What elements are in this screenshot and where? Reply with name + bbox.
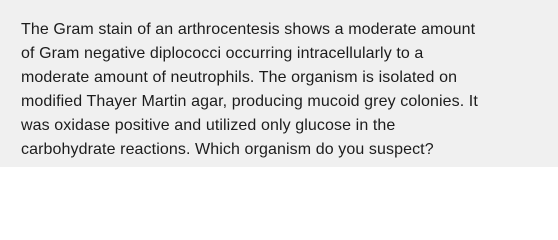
question-text	[21, 18, 538, 162]
question-line-2: of Gram negative diplococci occurring intracellularly to a	[21, 45, 424, 62]
question-line-5: was oxidase positive and utilized only glucose in the	[21, 117, 396, 134]
question-line-1: The Gram stain of an arthrocentesis shows a moderate amount	[21, 21, 476, 38]
question-line-3: moderate amount of neutrophils. The organism is isolated on	[21, 69, 458, 86]
question-line-6: carbohydrate reactions. Which organism do you suspect?	[21, 141, 434, 158]
question-line-4: modified Thayer Martin agar, producing mucoid grey colonies. It	[21, 93, 478, 110]
